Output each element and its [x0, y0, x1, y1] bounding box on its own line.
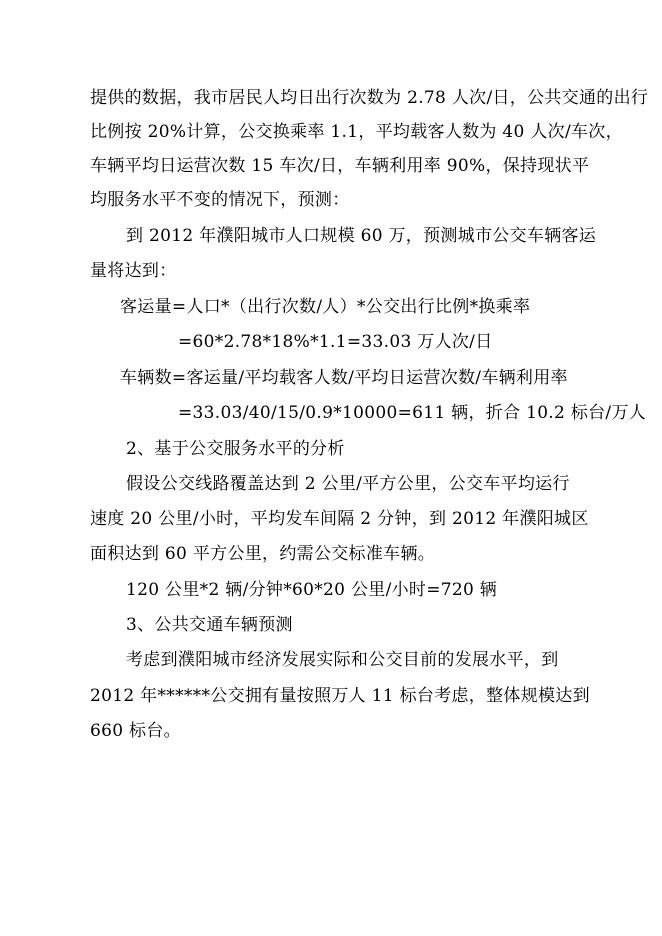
text-line: 考虑到濮阳城市经济发展实际和公交目前的发展水平，到	[126, 650, 559, 670]
text-line: 量将达到：	[90, 261, 177, 281]
formula-line: 客运量=人口*（出行次数/人）*公交出行比例*换乘率	[120, 297, 531, 317]
formula-line: =60*2.78*18%*1.1=33.03 万人次/日	[178, 332, 493, 352]
text-line: 提供的数据，我市居民人均日出行次数为 2.78 人次/日，公共交通的出行	[90, 88, 649, 108]
text-line: 均服务水平不变的情况下，预测：	[90, 190, 350, 210]
text-line: 660 标台。	[90, 721, 181, 741]
formula-line: 车辆数=客运量/平均载客人数/平均日运营次数/车辆利用率	[120, 368, 568, 388]
text-line: 速度 20 公里/小时，平均发车间隔 2 分钟，到 2012 年濮阳城区	[90, 509, 589, 529]
text-line: 面积达到 60 平方公里，约需公交标准车辆。	[90, 544, 436, 564]
section-heading: 3、公共交通车辆预测	[126, 615, 293, 635]
section-heading: 2、基于公交服务水平的分析	[126, 439, 345, 459]
text-line: 2012 年******公交拥有量按照万人 11 标台考虑，整体规模达到	[90, 686, 590, 706]
text-line: 车辆平均日运营次数 15 车次/日，车辆利用率 90%，保持现状平	[90, 156, 590, 176]
text-line: 比例按 20%计算，公交换乘率 1.1，平均载客人数为 40 人次/车次，	[90, 122, 623, 142]
formula-line: 120 公里*2 辆/分钟*60*20 公里/小时=720 辆	[126, 580, 498, 600]
text-line: 到 2012 年濮阳城市人口规模 60 万，预测城市公交车辆客运	[126, 226, 597, 246]
formula-line: =33.03/40/15/0.9*10000=611 辆，折合 10.2 标台/万人	[178, 403, 647, 423]
text-line: 假设公交线路覆盖达到 2 公里/平方公里，公交车平均运行	[126, 474, 570, 494]
